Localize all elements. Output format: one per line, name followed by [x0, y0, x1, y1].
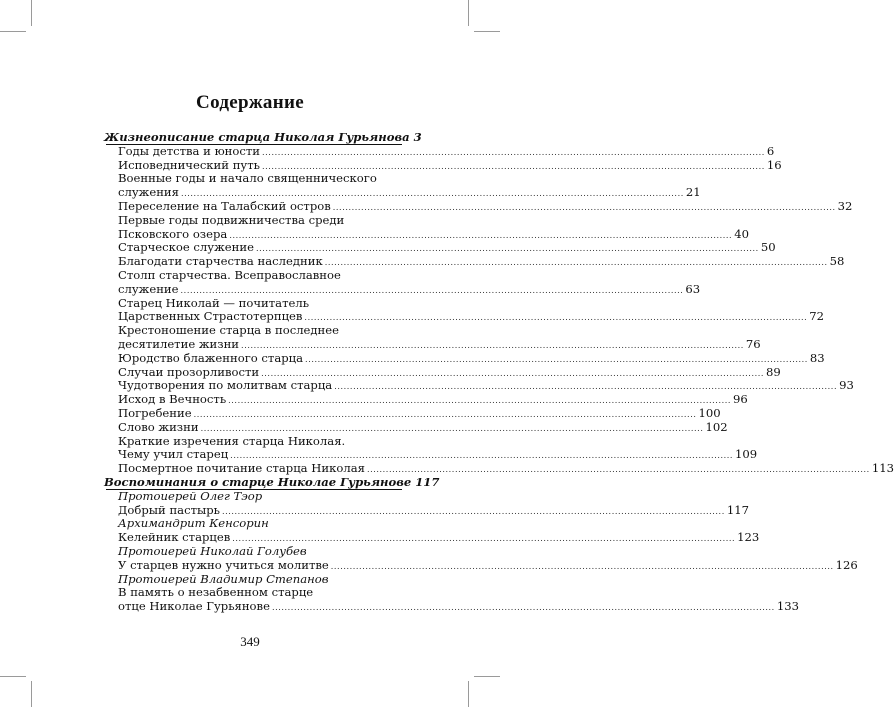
dot-leader: ................................................................................................................................................................ — [193, 409, 697, 419]
toc-entry-title: Крестоношение старца в последнее — [118, 323, 340, 338]
toc-page-number: 93 — [839, 378, 854, 393]
toc-entry[interactable] — [104, 378, 854, 393]
toc-entry-title: Исповеднический путь — [118, 157, 260, 172]
toc-entry-title: Архимандрит Кенсорин — [118, 516, 269, 531]
dot-leader: ................................................................................................................................................................ — [366, 465, 870, 475]
toc-entry[interactable] — [104, 214, 402, 228]
toc-page-number: 32 — [837, 198, 853, 213]
dot-leader: ................................................................................................................................................................ — [255, 244, 759, 254]
toc-entry-title: Протоиерей Олег Тэор — [118, 488, 263, 503]
toc-page-number: 126 — [835, 557, 858, 572]
toc-page-number: 100 — [698, 405, 721, 420]
toc-page-number: 109 — [735, 447, 758, 462]
toc-page-number: 83 — [809, 350, 825, 365]
toc-entry-title: Царственных Страстотерпцев — [118, 309, 303, 324]
toc-entry-title: Переселение на Талабский остров — [118, 198, 331, 213]
toc-entry[interactable] — [104, 157, 782, 173]
dot-leader: ................................................................................................................................................................ — [304, 313, 808, 323]
toc-entry-title: Протоиерей Владимир Степанов — [118, 571, 329, 586]
toc-entry-title: Первые годы подвижничества среди — [118, 212, 345, 227]
crop-mark — [31, 681, 32, 707]
toc-entry[interactable] — [104, 557, 858, 573]
toc-page-number: 58 — [829, 254, 845, 269]
toc-page-number: 96 — [733, 392, 748, 407]
toc-author-heading — [104, 545, 402, 559]
dot-leader: ................................................................................................................................................................ — [261, 368, 765, 378]
toc-entry-title: Добрый пастырь — [118, 502, 220, 517]
toc-author-heading — [104, 517, 402, 531]
crop-mark — [474, 676, 500, 677]
toc-entry-title: Столп старчества. Всеправославное — [118, 267, 341, 282]
toc-entry-title: Случаи прозорливости — [118, 364, 260, 379]
toc-entry-title: У старцев нужно учиться молитве — [118, 557, 329, 572]
table-of-contents — [104, 130, 894, 614]
toc-entry[interactable] — [104, 447, 758, 462]
toc-entry-title: Благодати старчества наследник — [118, 254, 323, 269]
toc-entry[interactable] — [104, 226, 749, 242]
toc-entry[interactable] — [104, 502, 749, 518]
toc-entry[interactable] — [104, 364, 781, 380]
dot-leader: ................................................................................................................................................................ — [262, 147, 765, 157]
toc-entry-title: Слово жизни — [118, 419, 199, 434]
toc-entry-title: десятилетие жизни — [118, 336, 240, 351]
crop-mark — [0, 676, 26, 677]
dot-leader: ................................................................................................................................................................ — [232, 534, 736, 544]
toc-entry-title: В память о незабвенном старце — [118, 585, 314, 600]
dot-leader: ................................................................................................................................................................ — [228, 396, 732, 406]
toc-entry[interactable] — [104, 185, 701, 200]
toc-entry-title: Чему учил старец — [118, 447, 229, 462]
toc-page-number: 63 — [685, 281, 701, 296]
toc-page-number: 50 — [760, 240, 776, 255]
toc-page-number: 6 — [766, 143, 775, 158]
toc-entry-title: Посмертное почитание старца Николая — [118, 461, 365, 476]
toc-entry-title: Военные годы и начало священнического — [118, 171, 377, 186]
toc-entry[interactable] — [104, 297, 402, 311]
crop-mark — [474, 31, 500, 32]
toc-page-number: 117 — [415, 474, 440, 489]
toc-entry[interactable] — [104, 281, 701, 297]
toc-entry[interactable] — [104, 599, 799, 614]
toc-entry-title: Юродство блаженного старца — [118, 350, 304, 365]
dot-leader: ................................................................................................................................................................ — [330, 561, 834, 571]
toc-entry-title: Келейник старцев — [118, 530, 231, 545]
toc-entry[interactable] — [104, 198, 853, 214]
crop-mark — [31, 0, 32, 26]
toc-page-number: 117 — [726, 502, 749, 517]
toc-entry[interactable] — [104, 254, 845, 269]
toc-entry-title: Старец Николай — почитатель — [118, 295, 310, 310]
toc-entry[interactable] — [104, 240, 776, 255]
dot-leader: ................................................................................................................................................................ — [180, 285, 684, 295]
toc-entry-title: Протоиерей Николай Голубев — [118, 543, 307, 558]
dot-leader: ................................................................................................................................................................ — [261, 161, 765, 171]
toc-entry[interactable] — [104, 392, 748, 407]
toc-entry[interactable] — [104, 309, 825, 324]
toc-author-heading — [104, 573, 402, 587]
toc-page-number: 76 — [745, 336, 761, 351]
toc-entry-title: Годы детства и юности — [118, 143, 261, 158]
toc-page-number: 40 — [734, 226, 749, 241]
crop-mark — [468, 681, 469, 707]
crop-mark — [0, 31, 26, 32]
toc-section-entry[interactable] — [104, 130, 422, 145]
toc-entry-title: Погребение — [118, 405, 192, 420]
toc-page-number: 72 — [809, 309, 825, 324]
toc-entry[interactable] — [104, 350, 825, 366]
toc-entry[interactable] — [104, 586, 402, 600]
toc-page-number: 113 — [871, 461, 894, 476]
toc-entry-title: Чудотворения по молитвам старца — [118, 378, 333, 393]
toc-page-number: 89 — [766, 364, 781, 379]
toc-page-number: 16 — [766, 157, 782, 172]
dot-leader: ................................................................................................................................................................ — [200, 423, 704, 433]
toc-author-heading — [104, 490, 402, 504]
dot-leader: ................................................................................................................................................................ — [230, 451, 734, 461]
toc-page-number: 133 — [776, 599, 799, 614]
toc-entry[interactable] — [104, 461, 894, 476]
toc-page-number: 123 — [737, 530, 760, 545]
toc-page-number: 21 — [685, 185, 701, 200]
toc-section-entry[interactable] — [104, 474, 440, 490]
toc-entry-title: отце Николае Гурьянове — [118, 599, 270, 614]
toc-entry-title: служение — [118, 281, 179, 296]
dot-leader: ................................................................................................................................................................ — [241, 340, 744, 350]
toc-entry-title: Старческое служение — [118, 240, 254, 255]
toc-entry[interactable] — [104, 324, 402, 338]
toc-entry[interactable] — [104, 419, 728, 435]
toc-entry[interactable] — [104, 336, 761, 352]
dot-leader: ................................................................................................................................................................ — [324, 258, 828, 268]
toc-entry-title: Исход в Вечность — [118, 392, 227, 407]
toc-entry-title: Псковского озера — [118, 226, 228, 241]
toc-page-number: 102 — [705, 419, 728, 434]
dot-leader: ................................................................................................................................................................ — [271, 603, 775, 613]
page-title: Содержание — [196, 92, 304, 113]
toc-entry[interactable] — [104, 143, 775, 159]
dot-leader: ................................................................................................................................................................ — [180, 189, 684, 199]
crop-mark — [468, 0, 469, 26]
toc-entry-title: служения — [118, 185, 179, 200]
toc-entry-title: Жизнеописание старца Николая Гурьянова — [104, 130, 410, 144]
dot-leader: ................................................................................................................................................................ — [305, 354, 808, 364]
toc-page-number: 3 — [413, 130, 422, 144]
toc-entry-title: Краткие изречения старца Николая. — [118, 433, 346, 448]
dot-leader: ................................................................................................................................................................ — [334, 382, 838, 392]
toc-entry-title: Воспоминания о старце Николае Гурьянове — [104, 474, 412, 489]
toc-entry[interactable] — [104, 435, 402, 449]
toc-entry[interactable] — [104, 530, 760, 545]
page-number: 349 — [240, 634, 260, 649]
dot-leader: ................................................................................................................................................................ — [229, 230, 733, 240]
toc-entry[interactable] — [104, 269, 402, 283]
dot-leader: ................................................................................................................................................................ — [332, 202, 836, 212]
toc-entry[interactable] — [104, 172, 402, 186]
dot-leader: ................................................................................................................................................................ — [221, 506, 725, 516]
toc-entry[interactable] — [104, 405, 721, 421]
